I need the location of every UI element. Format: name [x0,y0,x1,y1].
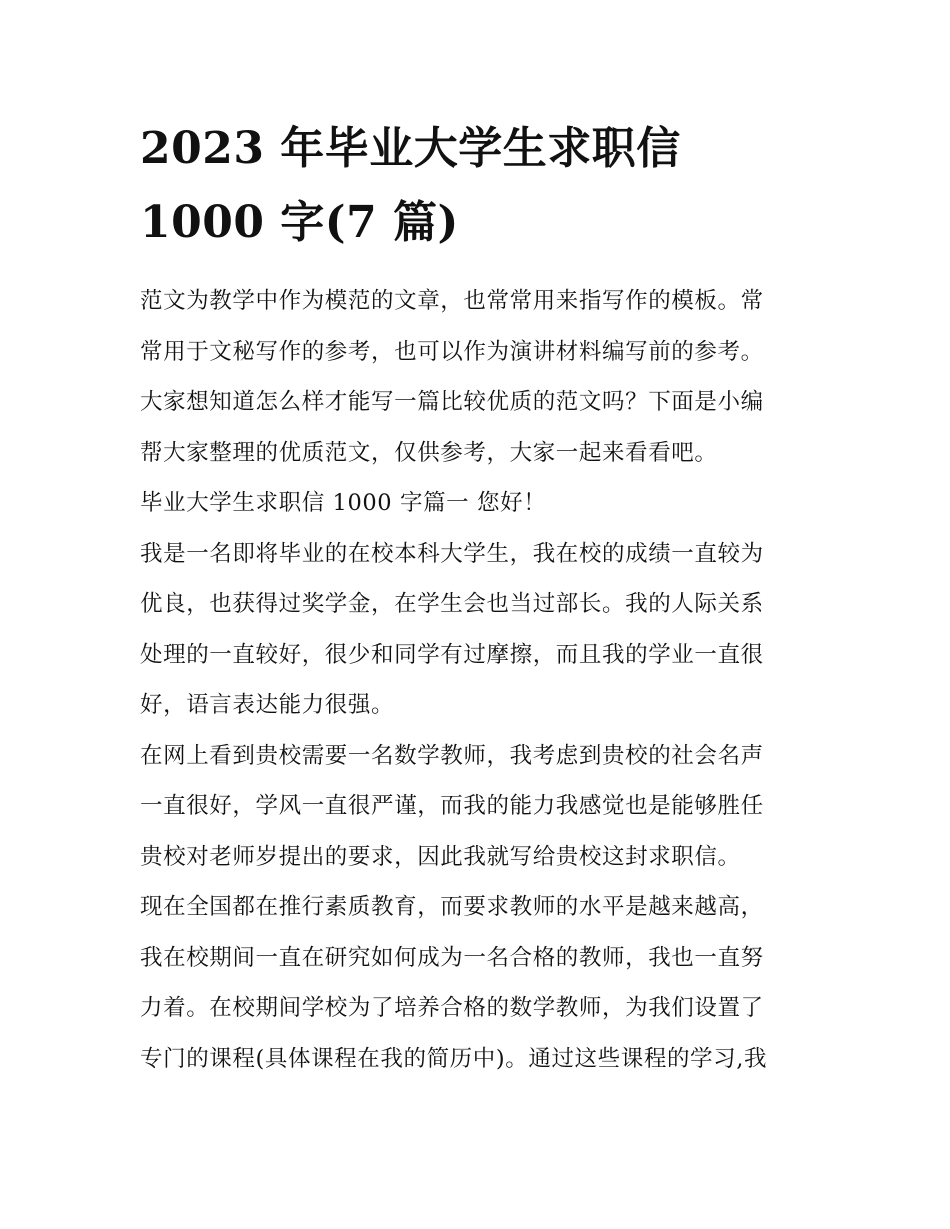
body-line: 我是一名即将毕业的在校本科大学生，我在校的成绩一直较为 [140,540,764,567]
title-line-2: 1000 字(7 篇) [140,197,459,248]
body-line: 帮大家整理的优质范文，仅供参考，大家一起来看看吧。 [140,439,718,466]
document-title [140,112,820,260]
body-line: 力着。在校期间学校为了培养合格的数学教师，为我们设置了 [140,995,764,1021]
body-line: 处理的一直较好，很少和同学有过摩擦，而且我的学业一直很 [140,641,764,668]
body-line: 范文为教学中作为模范的文章，也常常用来指写作的模板。常 [140,288,764,314]
body-line: 一直很好，学风一直很严谨，而我的能力我感觉也是能够胜任 [140,793,764,819]
body-line: 常用于文秘写作的参考，也可以作为演讲材料编写前的参考。 [140,338,764,365]
body-line: 优良，也获得过奖学金，在学生会也当过部长。我的人际关系 [140,591,764,617]
body-line: 现在全国都在推行素质教育，而要求教师的水平是越来越高， [140,894,764,920]
body-line: 贵校对老师岁提出的要求，因此我就写给贵校这封求职信。 [140,843,741,870]
body-line: 我在校期间一直在研究如何成为一名合格的教师，我也一直努 [140,944,764,971]
body-line: 专门的课程(具体课程在我的简历中)。通过这些课程的学习,我 [140,1045,768,1072]
body-line: 在网上看到贵校需要一名数学教师，我考虑到贵校的社会名声 [140,742,764,769]
body-line: 大家想知道怎么样才能写一篇比较优质的范文吗？下面是小编 [140,389,764,415]
title-line-1: 2023 年毕业大学生求职信 [140,123,681,174]
document-body [140,276,820,1084]
section-heading-line: 毕业大学生求职信 1000 字篇一 您好！ [140,490,547,516]
body-line: 好，语言表达能力很强。 [140,692,395,718]
